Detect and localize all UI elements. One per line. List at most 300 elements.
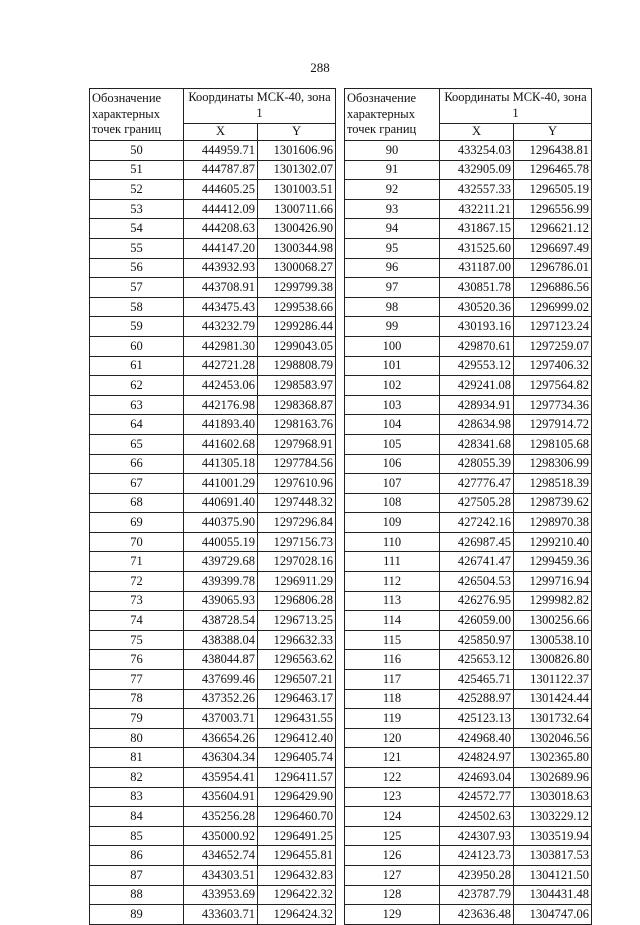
point-number-cell: 107 (345, 474, 440, 494)
y-coordinate-cell: 1297028.16 (258, 552, 336, 572)
x-coordinate-cell: 426276.95 (440, 591, 514, 611)
x-coordinate-cell: 423787.79 (440, 885, 514, 905)
x-coordinate-cell: 436304.34 (184, 748, 258, 768)
table-row (90, 670, 336, 690)
point-number-cell: 73 (90, 591, 184, 611)
x-coordinate-cell: 423950.28 (440, 865, 514, 885)
x-coordinate-cell: 426741.47 (440, 552, 514, 572)
y-coordinate-cell: 1303018.63 (514, 787, 592, 807)
x-coordinate-cell: 424824.97 (440, 748, 514, 768)
y-coordinate-cell: 1296886.56 (514, 278, 592, 298)
table-row (345, 885, 592, 905)
y-coordinate-cell: 1299286.44 (258, 317, 336, 337)
x-coordinate-cell: 429553.12 (440, 356, 514, 376)
point-number-cell: 116 (345, 650, 440, 670)
x-coordinate-cell: 425850.97 (440, 630, 514, 650)
x-coordinate-cell: 435604.91 (184, 787, 258, 807)
table-row (90, 807, 336, 827)
table-row (90, 336, 336, 356)
x-coordinate-cell: 428634.98 (440, 415, 514, 435)
x-coordinate-cell: 425123.13 (440, 709, 514, 729)
point-number-cell: 75 (90, 630, 184, 650)
point-number-cell: 102 (345, 376, 440, 396)
table-row (90, 532, 336, 552)
y-coordinate-cell: 1297406.32 (514, 356, 592, 376)
x-coordinate-cell: 430193.16 (440, 317, 514, 337)
x-coordinate-cell: 441602.68 (184, 434, 258, 454)
table-row (345, 434, 592, 454)
point-number-cell: 82 (90, 768, 184, 788)
x-coordinate-cell: 441305.18 (184, 454, 258, 474)
point-number-cell: 65 (90, 434, 184, 454)
y-coordinate-cell: 1296713.25 (258, 611, 336, 631)
x-coordinate-cell: 444208.63 (184, 219, 258, 239)
x-coordinate-cell: 434652.74 (184, 846, 258, 866)
point-number-cell: 101 (345, 356, 440, 376)
x-coordinate-cell: 443708.91 (184, 278, 258, 298)
y-coordinate-cell: 1298808.79 (258, 356, 336, 376)
y-coordinate-cell: 1297564.82 (514, 376, 592, 396)
x-coordinate-cell: 438044.87 (184, 650, 258, 670)
table-row (345, 826, 592, 846)
table-row (345, 768, 592, 788)
x-coordinate-cell: 437699.46 (184, 670, 258, 690)
x-coordinate-cell: 423636.48 (440, 905, 514, 925)
y-coordinate-cell: 1297914.72 (514, 415, 592, 435)
y-coordinate-cell: 1296621.12 (514, 219, 592, 239)
table-row (345, 317, 592, 337)
point-number-cell: 96 (345, 258, 440, 278)
y-coordinate-cell: 1296507.21 (258, 670, 336, 690)
y-coordinate-cell: 1304431.48 (514, 885, 592, 905)
table-row (90, 885, 336, 905)
y-coordinate-cell: 1300344.98 (258, 238, 336, 258)
y-coordinate-cell: 1297610.96 (258, 474, 336, 494)
x-coordinate-cell: 427242.16 (440, 513, 514, 533)
x-coordinate-cell: 424502.63 (440, 807, 514, 827)
table-row (90, 513, 336, 533)
x-coordinate-cell: 433254.03 (440, 141, 514, 161)
table-row (90, 454, 336, 474)
x-coordinate-cell: 424307.93 (440, 826, 514, 846)
y-coordinate-cell: 1304121.50 (514, 865, 592, 885)
table-row (90, 317, 336, 337)
point-number-cell: 99 (345, 317, 440, 337)
table-row (345, 493, 592, 513)
table-row (345, 728, 592, 748)
y-coordinate-cell: 1297156.73 (258, 532, 336, 552)
x-coordinate-cell: 442721.28 (184, 356, 258, 376)
point-number-cell: 84 (90, 807, 184, 827)
table-row (345, 572, 592, 592)
table-row (90, 160, 336, 180)
y-coordinate-cell: 1296438.81 (514, 141, 592, 161)
point-number-cell: 61 (90, 356, 184, 376)
point-number-cell: 103 (345, 395, 440, 415)
y-coordinate-cell: 1296411.57 (258, 768, 336, 788)
table-row (345, 454, 592, 474)
point-number-cell: 87 (90, 865, 184, 885)
table-row (90, 630, 336, 650)
table-row (90, 434, 336, 454)
table-row (345, 689, 592, 709)
x-coordinate-cell: 444605.25 (184, 180, 258, 200)
point-number-cell: 69 (90, 513, 184, 533)
coordinates-header: Координаты МСК-40, зона 1 (184, 89, 336, 124)
coordinates-table-left (89, 88, 336, 925)
point-number-cell: 67 (90, 474, 184, 494)
y-coordinate-cell: 1298306.99 (514, 454, 592, 474)
table-row (90, 297, 336, 317)
point-number-cell: 83 (90, 787, 184, 807)
point-number-cell: 105 (345, 434, 440, 454)
table-row (90, 865, 336, 885)
y-coordinate-cell: 1298163.76 (258, 415, 336, 435)
table-row (345, 395, 592, 415)
point-name-header: Обозначение характерных точек границ (345, 89, 440, 141)
table-row (90, 376, 336, 396)
point-number-cell: 51 (90, 160, 184, 180)
y-coordinate-cell: 1301732.64 (514, 709, 592, 729)
point-number-cell: 121 (345, 748, 440, 768)
y-coordinate-cell: 1299716.94 (514, 572, 592, 592)
y-coordinate-cell: 1299799.38 (258, 278, 336, 298)
y-coordinate-cell: 1304747.06 (514, 905, 592, 925)
y-coordinate-cell: 1302046.56 (514, 728, 592, 748)
x-coordinate-cell: 444147.20 (184, 238, 258, 258)
y-coordinate-cell: 1296465.78 (514, 160, 592, 180)
table-row (345, 865, 592, 885)
y-coordinate-cell: 1296429.90 (258, 787, 336, 807)
x-coordinate-cell: 429241.08 (440, 376, 514, 396)
point-number-cell: 90 (345, 141, 440, 161)
table-row (345, 415, 592, 435)
point-number-cell: 106 (345, 454, 440, 474)
x-coordinate-cell: 432211.21 (440, 199, 514, 219)
table-row (345, 532, 592, 552)
y-coordinate-cell: 1296422.32 (258, 885, 336, 905)
point-number-cell: 98 (345, 297, 440, 317)
x-coordinate-cell: 443932.93 (184, 258, 258, 278)
point-number-cell: 128 (345, 885, 440, 905)
table-row (90, 278, 336, 298)
y-coordinate-cell: 1302365.80 (514, 748, 592, 768)
point-number-cell: 74 (90, 611, 184, 631)
point-number-cell: 86 (90, 846, 184, 866)
y-coordinate-cell: 1296455.81 (258, 846, 336, 866)
y-coordinate-cell: 1297968.91 (258, 434, 336, 454)
point-number-cell: 62 (90, 376, 184, 396)
x-coordinate-cell: 440691.40 (184, 493, 258, 513)
table-row (90, 415, 336, 435)
y-coordinate-cell: 1296563.62 (258, 650, 336, 670)
table-row (90, 846, 336, 866)
x-coordinate-cell: 424693.04 (440, 768, 514, 788)
point-number-cell: 60 (90, 336, 184, 356)
coordinates-header: Координаты МСК-40, зона 1 (440, 89, 592, 124)
x-coordinate-cell: 430851.78 (440, 278, 514, 298)
y-coordinate-cell: 1299538.66 (258, 297, 336, 317)
x-coordinate-cell: 431187.00 (440, 258, 514, 278)
y-coordinate-cell: 1298970.38 (514, 513, 592, 533)
y-coordinate-cell: 1296999.02 (514, 297, 592, 317)
y-coordinate-cell: 1299459.36 (514, 552, 592, 572)
table-row (90, 493, 336, 513)
x-coordinate-cell: 435000.92 (184, 826, 258, 846)
x-coordinate-cell: 439065.93 (184, 591, 258, 611)
x-coordinate-cell: 437352.26 (184, 689, 258, 709)
y-coordinate-cell: 1300256.66 (514, 611, 592, 631)
y-coordinate-cell: 1298583.97 (258, 376, 336, 396)
table-row (345, 630, 592, 650)
x-coordinate-cell: 444959.71 (184, 141, 258, 161)
point-number-cell: 80 (90, 728, 184, 748)
table-row (90, 611, 336, 631)
x-coordinate-cell: 424968.40 (440, 728, 514, 748)
point-number-cell: 64 (90, 415, 184, 435)
table-row (345, 807, 592, 827)
x-coordinate-cell: 424123.73 (440, 846, 514, 866)
x-coordinate-cell: 426059.00 (440, 611, 514, 631)
point-number-cell: 118 (345, 689, 440, 709)
y-coordinate-cell: 1296460.70 (258, 807, 336, 827)
y-coordinate-cell: 1301606.96 (258, 141, 336, 161)
table-row (345, 709, 592, 729)
table-row (345, 278, 592, 298)
point-number-cell: 63 (90, 395, 184, 415)
x-coordinate-cell: 444787.87 (184, 160, 258, 180)
point-number-cell: 115 (345, 630, 440, 650)
table-row (90, 650, 336, 670)
y-coordinate-cell: 1300426.90 (258, 219, 336, 239)
y-coordinate-cell: 1298739.62 (514, 493, 592, 513)
table-row (90, 356, 336, 376)
x-coordinate-cell: 430520.36 (440, 297, 514, 317)
point-number-cell: 122 (345, 768, 440, 788)
y-coordinate-cell: 1296432.83 (258, 865, 336, 885)
coordinates-table-right (344, 88, 592, 925)
x-column-header: X (440, 123, 514, 140)
table-row (90, 395, 336, 415)
y-coordinate-cell: 1296806.28 (258, 591, 336, 611)
table-row (90, 552, 336, 572)
x-coordinate-cell: 438388.04 (184, 630, 258, 650)
y-coordinate-cell: 1297734.36 (514, 395, 592, 415)
y-coordinate-cell: 1301302.07 (258, 160, 336, 180)
x-coordinate-cell: 438728.54 (184, 611, 258, 631)
x-coordinate-cell: 428341.68 (440, 434, 514, 454)
table-row (345, 336, 592, 356)
y-coordinate-cell: 1301122.37 (514, 670, 592, 690)
y-coordinate-cell: 1299043.05 (258, 336, 336, 356)
y-coordinate-cell: 1296556.99 (514, 199, 592, 219)
table-row (345, 670, 592, 690)
table-row (90, 572, 336, 592)
y-coordinate-cell: 1297123.24 (514, 317, 592, 337)
table-row (90, 748, 336, 768)
x-coordinate-cell: 443232.79 (184, 317, 258, 337)
table-row (90, 709, 336, 729)
x-coordinate-cell: 444412.09 (184, 199, 258, 219)
table-row (345, 611, 592, 631)
table-row (345, 141, 592, 161)
table-row (345, 552, 592, 572)
point-number-cell: 119 (345, 709, 440, 729)
x-coordinate-cell: 432905.09 (440, 160, 514, 180)
y-coordinate-cell: 1303817.53 (514, 846, 592, 866)
y-coordinate-cell: 1296463.17 (258, 689, 336, 709)
table-row (345, 180, 592, 200)
x-coordinate-cell: 425288.97 (440, 689, 514, 709)
point-number-cell: 114 (345, 611, 440, 631)
y-coordinate-cell: 1299982.82 (514, 591, 592, 611)
x-coordinate-cell: 441001.29 (184, 474, 258, 494)
x-coordinate-cell: 427776.47 (440, 474, 514, 494)
table-row (90, 474, 336, 494)
point-number-cell: 126 (345, 846, 440, 866)
point-number-cell: 52 (90, 180, 184, 200)
point-number-cell: 77 (90, 670, 184, 690)
table-row (90, 219, 336, 239)
table-row (345, 258, 592, 278)
y-coordinate-cell: 1296405.74 (258, 748, 336, 768)
y-coordinate-cell: 1298518.39 (514, 474, 592, 494)
x-coordinate-cell: 433603.71 (184, 905, 258, 925)
table-row (345, 513, 592, 533)
point-number-cell: 108 (345, 493, 440, 513)
point-number-cell: 53 (90, 199, 184, 219)
point-number-cell: 111 (345, 552, 440, 572)
x-coordinate-cell: 435256.28 (184, 807, 258, 827)
point-number-cell: 55 (90, 238, 184, 258)
point-number-cell: 100 (345, 336, 440, 356)
point-number-cell: 120 (345, 728, 440, 748)
x-coordinate-cell: 427505.28 (440, 493, 514, 513)
point-number-cell: 68 (90, 493, 184, 513)
point-number-cell: 123 (345, 787, 440, 807)
table-row (345, 356, 592, 376)
table-row (345, 846, 592, 866)
point-number-cell: 70 (90, 532, 184, 552)
page-number: 288 (310, 60, 330, 75)
point-number-cell: 76 (90, 650, 184, 670)
y-coordinate-cell: 1303519.94 (514, 826, 592, 846)
x-coordinate-cell: 439399.78 (184, 572, 258, 592)
y-coordinate-cell: 1299210.40 (514, 532, 592, 552)
point-number-cell: 58 (90, 297, 184, 317)
y-coordinate-cell: 1296786.01 (514, 258, 592, 278)
point-number-cell: 79 (90, 709, 184, 729)
x-coordinate-cell: 428934.91 (440, 395, 514, 415)
table-row (90, 787, 336, 807)
y-coordinate-cell: 1300711.66 (258, 199, 336, 219)
table-row (90, 591, 336, 611)
point-number-cell: 97 (345, 278, 440, 298)
y-coordinate-cell: 1297296.84 (258, 513, 336, 533)
table-row (345, 787, 592, 807)
y-coordinate-cell: 1297448.32 (258, 493, 336, 513)
y-coordinate-cell: 1296424.32 (258, 905, 336, 925)
x-coordinate-cell: 434303.51 (184, 865, 258, 885)
x-coordinate-cell: 442981.30 (184, 336, 258, 356)
table-row (90, 905, 336, 925)
y-coordinate-cell: 1297259.07 (514, 336, 592, 356)
x-coordinate-cell: 424572.77 (440, 787, 514, 807)
x-coordinate-cell: 436654.26 (184, 728, 258, 748)
point-number-cell: 112 (345, 572, 440, 592)
point-number-cell: 72 (90, 572, 184, 592)
table-row (345, 376, 592, 396)
table-row (345, 219, 592, 239)
table-row (90, 728, 336, 748)
x-coordinate-cell: 440375.90 (184, 513, 258, 533)
table-row (345, 160, 592, 180)
point-number-cell: 91 (345, 160, 440, 180)
table-row (345, 199, 592, 219)
table-row (345, 905, 592, 925)
table-row (90, 199, 336, 219)
x-coordinate-cell: 428055.39 (440, 454, 514, 474)
x-coordinate-cell: 437003.71 (184, 709, 258, 729)
point-number-cell: 66 (90, 454, 184, 474)
y-coordinate-cell: 1296412.40 (258, 728, 336, 748)
x-coordinate-cell: 442453.06 (184, 376, 258, 396)
y-column-header: Y (258, 123, 336, 140)
point-number-cell: 85 (90, 826, 184, 846)
y-coordinate-cell: 1300068.27 (258, 258, 336, 278)
x-coordinate-cell: 439729.68 (184, 552, 258, 572)
point-number-cell: 78 (90, 689, 184, 709)
point-number-cell: 50 (90, 141, 184, 161)
point-number-cell: 56 (90, 258, 184, 278)
point-number-cell: 59 (90, 317, 184, 337)
y-coordinate-cell: 1298105.68 (514, 434, 592, 454)
x-coordinate-cell: 435954.41 (184, 768, 258, 788)
table-row (90, 689, 336, 709)
point-number-cell: 54 (90, 219, 184, 239)
point-number-cell: 71 (90, 552, 184, 572)
y-coordinate-cell: 1296632.33 (258, 630, 336, 650)
table-row (90, 141, 336, 161)
point-number-cell: 92 (345, 180, 440, 200)
y-coordinate-cell: 1300826.80 (514, 650, 592, 670)
point-name-header: Обозначение характерных точек границ (90, 89, 184, 141)
y-coordinate-cell: 1296911.29 (258, 572, 336, 592)
table-row (90, 768, 336, 788)
table-row (345, 474, 592, 494)
y-coordinate-cell: 1298368.87 (258, 395, 336, 415)
point-number-cell: 93 (345, 199, 440, 219)
y-coordinate-cell: 1300538.10 (514, 630, 592, 650)
point-number-cell: 110 (345, 532, 440, 552)
y-coordinate-cell: 1302689.96 (514, 768, 592, 788)
y-coordinate-cell: 1296491.25 (258, 826, 336, 846)
point-number-cell: 117 (345, 670, 440, 690)
point-number-cell: 109 (345, 513, 440, 533)
point-number-cell: 104 (345, 415, 440, 435)
x-coordinate-cell: 425653.12 (440, 650, 514, 670)
table-row (345, 650, 592, 670)
table-row (345, 238, 592, 258)
x-coordinate-cell: 426504.53 (440, 572, 514, 592)
y-coordinate-cell: 1301424.44 (514, 689, 592, 709)
table-row (90, 826, 336, 846)
y-coordinate-cell: 1301003.51 (258, 180, 336, 200)
point-number-cell: 94 (345, 219, 440, 239)
point-number-cell: 129 (345, 905, 440, 925)
x-coordinate-cell: 433953.69 (184, 885, 258, 905)
x-coordinate-cell: 431525.60 (440, 238, 514, 258)
